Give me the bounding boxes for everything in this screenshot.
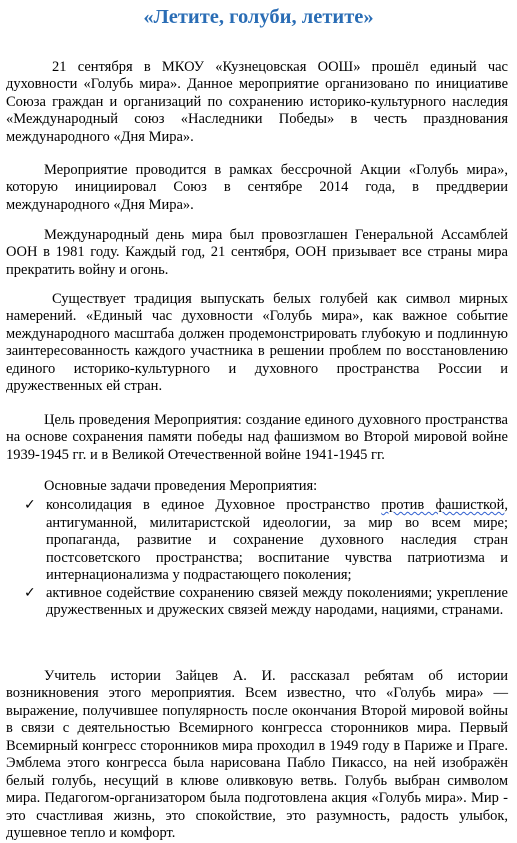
paragraph-action: Мероприятие проводится в рамках бессрочной Акции «Голубь мира», которую инициировал Союз в сентябре 2014 года, в преддверии международного «Дня Мира». (6, 161, 508, 213)
paragraph-history: Учитель истории Зайцев А. И. рассказал ребятам об истории возникновения этого мероприятия. Всем известно, что «Голубь мира» — выражение, получившее популярность после окончания Второй мировой войны в связи с деятельностью Всемирного конгресса сторонников мира. Первый Всемирный конгресс сторонников мира проходил в 1949 году в Париже и Праге. Эмблема этого конгресса была нарисована Пабло Пикассо, на ней изображён белый голубь, несущий в клюве оливковую ветвь. Голубь выбран символом мира. Педагогом-организатором была подготовлена акция «Голубь мира». Мир - это счастливая жизнь, это спокойствие, это разумность, радость улыбок, душевное тепло и комфорт. (6, 667, 508, 841)
paragraph-goal: Цель проведения Мероприятия: создание единого духовного пространства на основе сохранения памяти победы над фашизмом во Второй мировой войне 1939-1945 гг. и в Великой Отечественной войне 1941-1945 гг. (6, 411, 508, 463)
task-text: активное содействие сохранению связей между поколениями; укрепление дружественных и дружеских связей между народами, нациями, странами. (46, 584, 508, 618)
list-item (24, 585, 508, 620)
list-item (24, 497, 508, 585)
checkmark-icon: ✓ (24, 584, 36, 601)
checkmark-icon: ✓ (24, 497, 36, 513)
paragraph-intro: 21 сентября в МКОУ «Кузнецовская ООШ» прошёл единый час духовности «Голубь мира». Данное мероприятие организовано по инициативе Союза граждан и организаций по сохранению историко-культурного наследия «Международный союз «Наследники Победы» в честь празднования международного «Дня Мира». (6, 58, 508, 145)
task-text: консолидация в единое Духовное пространство против фашисткой, антигуманной, милитаристской идеологии, за мир во всем мире; пропаганда, развитие и сохранение духовного наследия стран постсоветского пространства; воспитание чувства патриотизма и интернационализма у подрастающего поколения; (46, 497, 508, 583)
document-title: «Летите, голуби, летите» (143, 6, 374, 28)
tasks-list (24, 497, 508, 620)
paragraph-peace-day: Международный день мира был провозглашен Генеральной Ассамблей ООН в 1981 году. Каждый год, 21 сентября, ООН призывает все страны мира прекратить войну и огонь. (6, 226, 508, 278)
spellcheck-marked-text: против фашисткой (381, 497, 505, 513)
paragraph-tasks-heading: Основные задачи проведения Мероприятия: (44, 477, 318, 494)
paragraph-tradition: Существует традиция выпускать белых голубей как символ мирных намерений. «Единый час духовности «Голубь мира», как важное событие международного масштаба должен продемонстрировать глубокую и подлинную заинтересованность каждого участника в решении проблем по восстановлению единого историко-культурного и духовного пространства России и дружественных ей стран. (6, 290, 508, 394)
